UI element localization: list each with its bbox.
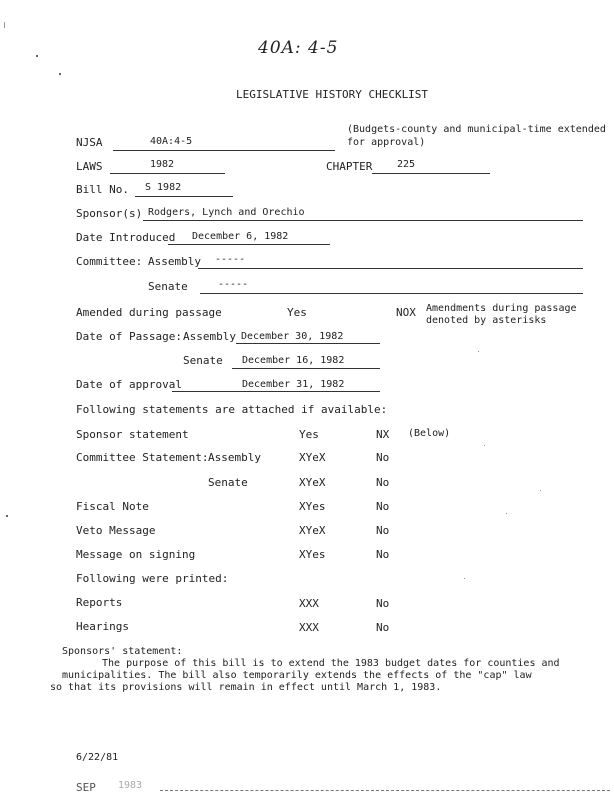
approval-label: Date of approval [76, 378, 182, 391]
veto-message-label: Veto Message [76, 524, 156, 537]
sponsors-statement-line1: The purpose of this bill is to extend the 1983 budget dates for counties and [102, 658, 560, 669]
passage-assembly-line [236, 343, 380, 344]
committee-assembly-value: ----- [215, 254, 246, 265]
fiscal-note-yes: XYes [299, 500, 326, 513]
scan-speck [506, 513, 507, 514]
reports-yes: XXX [299, 597, 319, 610]
scan-speck [4, 22, 5, 28]
bill-value: S 1982 [145, 182, 182, 193]
scan-speck [464, 578, 465, 579]
scan-speck [59, 73, 61, 75]
scan-speck [540, 490, 541, 491]
committee-statement-assembly-label: Assembly [208, 451, 261, 464]
njsa-value: 40A:4-5 [150, 136, 193, 147]
sponsors-label: Sponsor(s) [76, 207, 143, 220]
hearings-label: Hearings [76, 620, 129, 633]
sponsor-statement-label: Sponsor statement [76, 428, 189, 441]
njsa-label: NJSA [76, 136, 103, 149]
message-on-signing-yes: XYes [299, 548, 326, 561]
date-introduced-value: December 6, 1982 [192, 231, 289, 242]
committee-senate-label: Senate [148, 280, 188, 293]
message-on-signing-label: Message on signing [76, 548, 196, 561]
passage-assembly-label: Assembly [183, 330, 236, 343]
reports-label: Reports [76, 596, 123, 609]
form-date: 6/22/81 [76, 752, 119, 763]
printed-heading: Following were printed: [76, 572, 229, 585]
scan-speck [478, 351, 479, 352]
committee-statement-label: Committee Statement: [76, 451, 209, 464]
amended-no: NOX [396, 306, 416, 319]
message-on-signing-no: No [376, 548, 390, 561]
fiscal-note-label: Fiscal Note [76, 500, 149, 513]
njsa-note: (Budgets-county and municipal-time extended for approval) [347, 124, 606, 148]
sponsor-statement-note: (Below) [408, 428, 451, 439]
sponsors-statement-line2: municipalities. The bill also temporarily extends the effects of the "cap" law [62, 670, 532, 681]
passage-senate-value: December 16, 1982 [242, 355, 345, 366]
committee-statement-assembly-no: No [376, 451, 390, 464]
date-introduced-label: Date Introduced [76, 231, 176, 244]
hearings-no: No [376, 621, 390, 634]
veto-message-no: No [376, 524, 390, 537]
veto-message-yes: XYeX [299, 524, 326, 537]
committee-senate-value: ----- [218, 279, 249, 290]
footer-dashed-line [160, 790, 610, 791]
committee-senate-line [200, 293, 583, 294]
njsa-line [113, 150, 335, 151]
scan-speck [36, 55, 38, 57]
date-introduced-line [168, 244, 330, 245]
passage-assembly-value: December 30, 1982 [241, 331, 344, 342]
hearings-yes: XXX [299, 621, 319, 634]
laws-value: 1982 [150, 159, 175, 170]
fiscal-note-no: No [376, 500, 390, 513]
committee-statement-senate-no: No [376, 476, 390, 489]
committee-statement-senate-yes: XYeX [299, 476, 326, 489]
approval-line [172, 391, 380, 392]
handwritten-citation: 40A: 4-5 [258, 38, 339, 58]
passage-label: Date of Passage: [76, 330, 182, 343]
received-stamp: SEP [76, 781, 96, 794]
page-title: LEGISLATIVE HISTORY CHECKLIST [236, 88, 429, 101]
reports-no: No [376, 597, 390, 610]
approval-value: December 31, 1982 [242, 379, 345, 390]
sponsors-value: Rodgers, Lynch and Orechio [148, 207, 305, 218]
chapter-line [372, 173, 490, 174]
sponsors-statement-line3: so that its provisions will remain in effect until March 1, 1983. [50, 682, 442, 693]
committee-statement-assembly-yes: XYeX [299, 451, 326, 464]
passage-senate-line [232, 368, 380, 369]
amended-yes: Yes [287, 306, 307, 319]
statements-heading: Following statements are attached if available: [76, 403, 388, 416]
scan-speck [484, 445, 485, 446]
committee-assembly-line [198, 268, 583, 269]
chapter-label: CHAPTER [326, 160, 373, 173]
sponsor-statement-yes: Yes [299, 428, 319, 441]
bill-label: Bill No. [76, 183, 129, 196]
scan-speck [6, 515, 8, 517]
sponsor-statement-no: NX [376, 428, 390, 441]
sponsors-line [143, 220, 583, 221]
amended-note: Amendments during passage denoted by asterisks [426, 303, 577, 326]
sponsors-statement-heading: Sponsors' statement: [62, 646, 183, 657]
laws-line [110, 173, 225, 174]
committee-assembly-label: Assembly [148, 255, 201, 268]
committee-statement-senate-label: Senate [208, 476, 248, 489]
chapter-value: 225 [397, 159, 416, 170]
received-stamp-year: 1983 [118, 780, 143, 791]
committee-label: Committee: [76, 255, 143, 268]
laws-label: LAWS [76, 160, 103, 173]
amended-label: Amended during passage [76, 306, 222, 319]
passage-senate-label: Senate [183, 354, 223, 367]
bill-line [135, 196, 233, 197]
